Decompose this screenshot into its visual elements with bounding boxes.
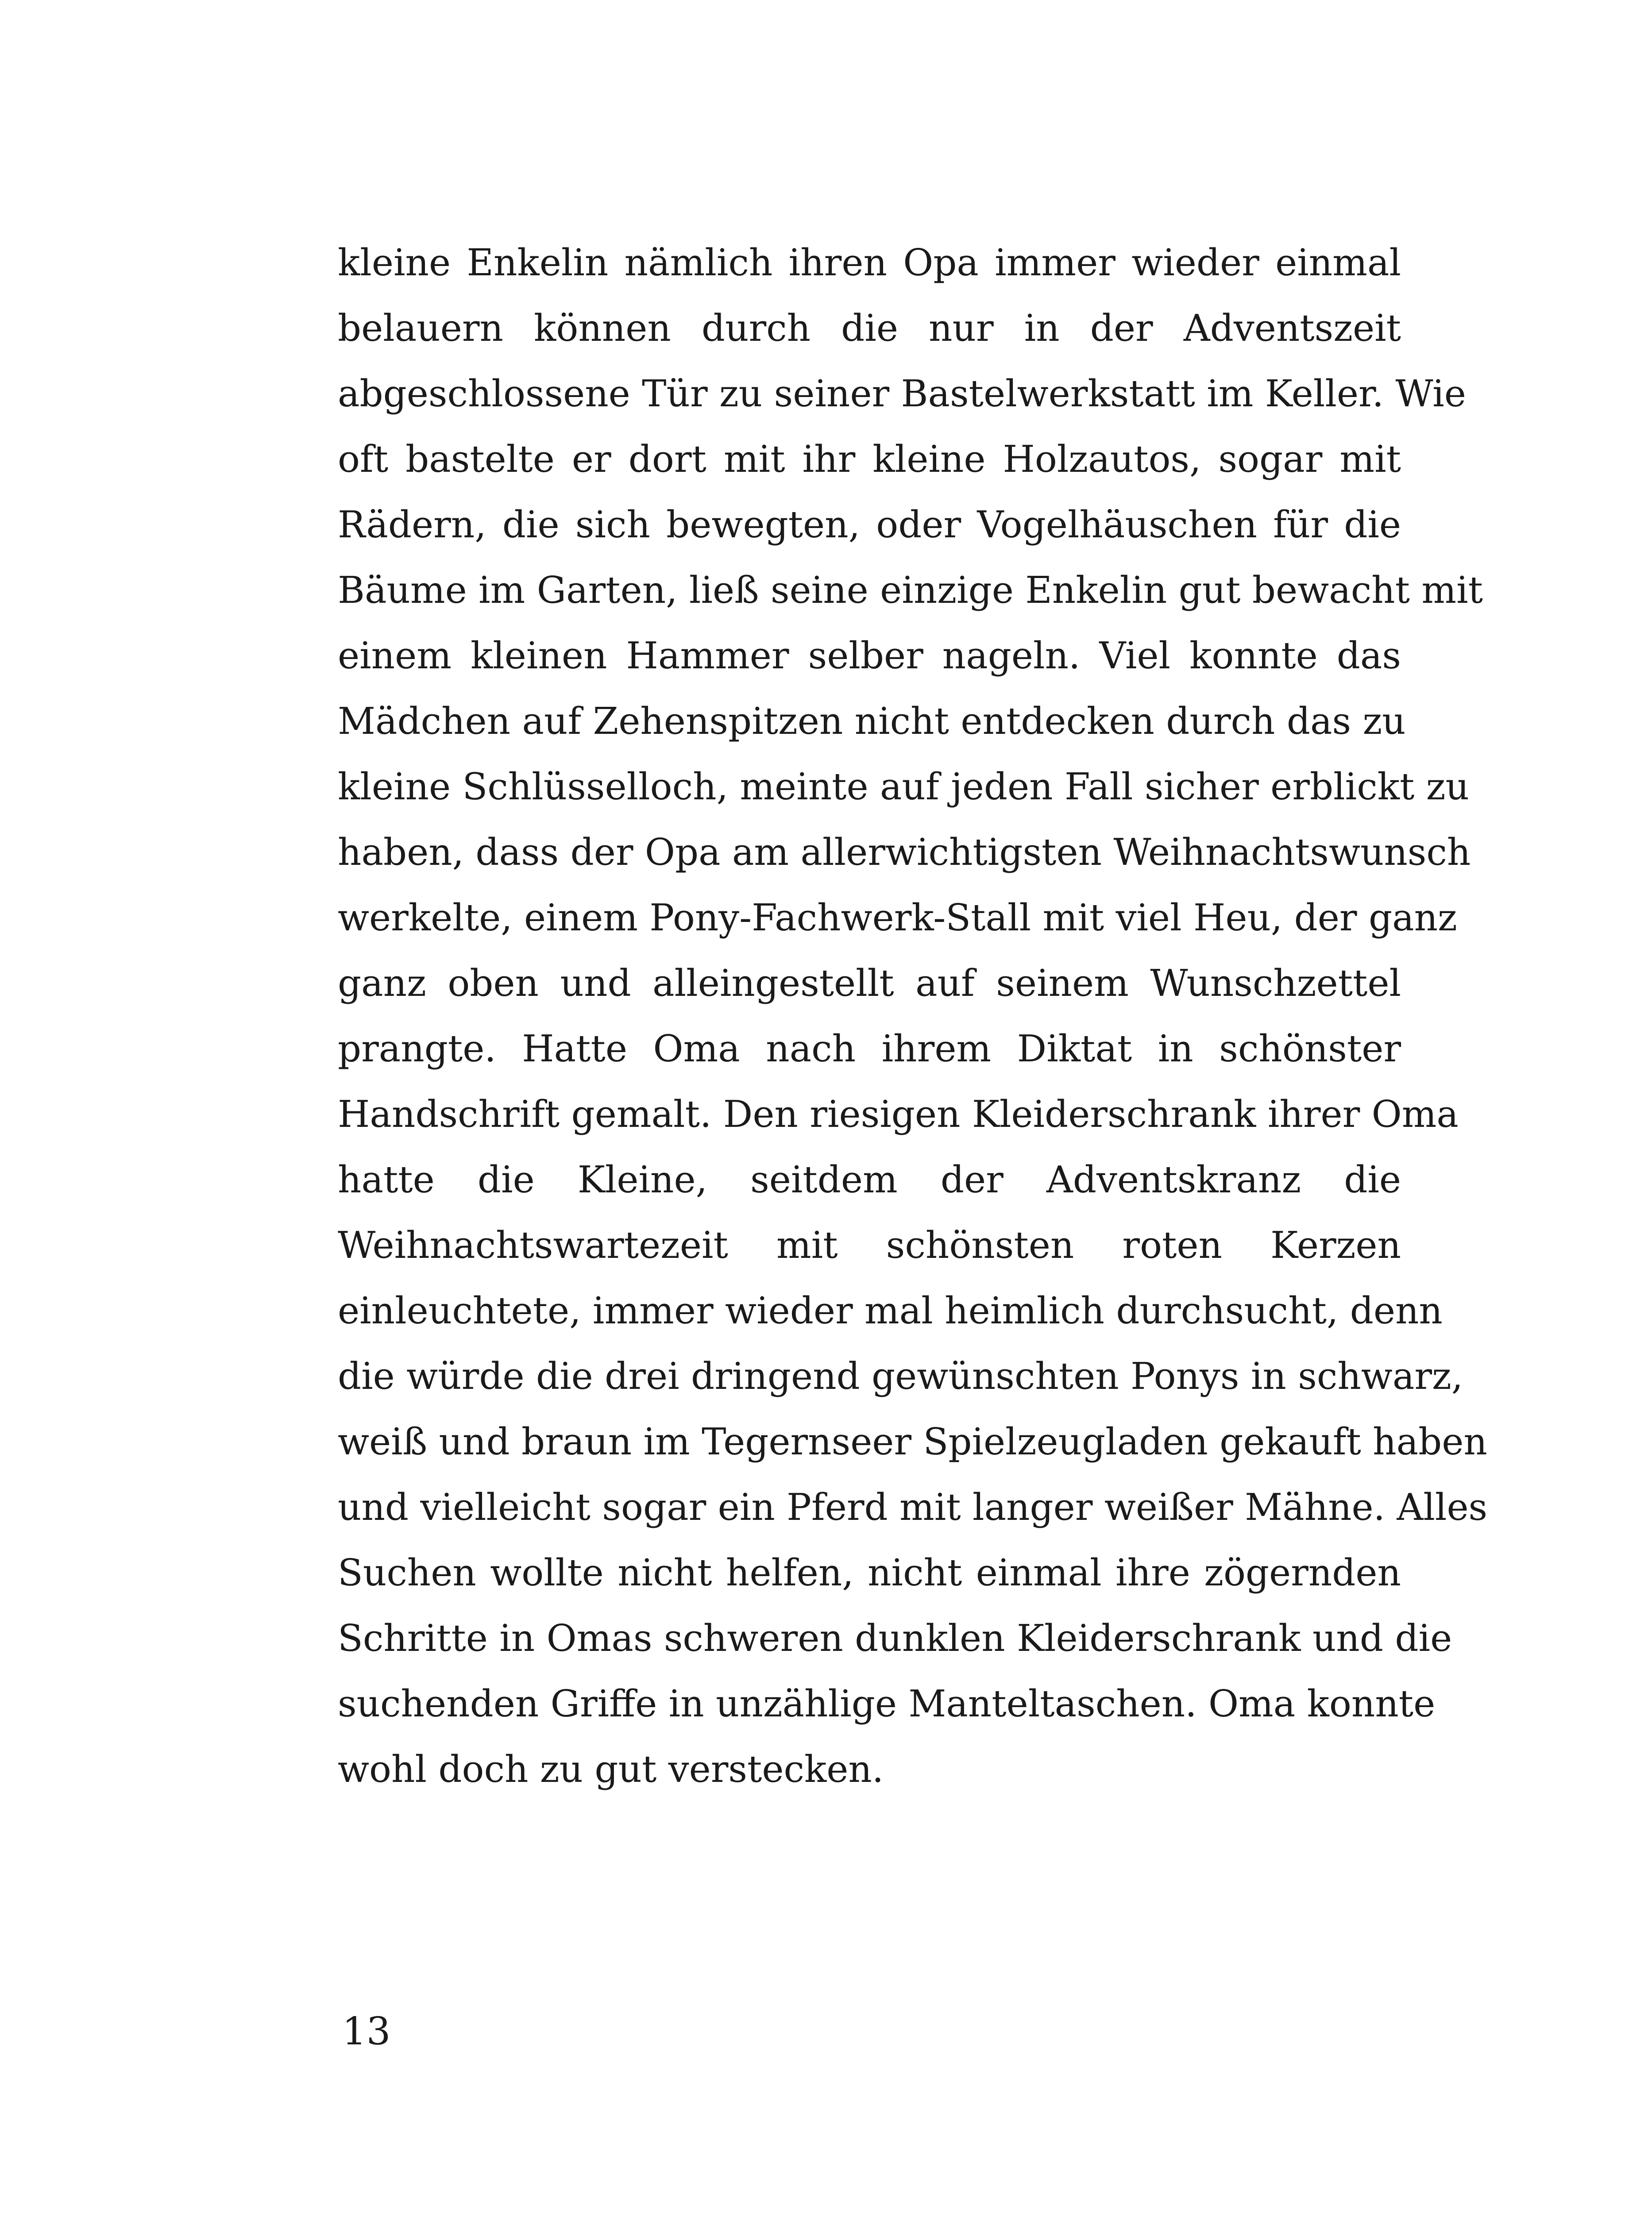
- text-line: Weihnachtswartezeit mit schönsten roten Kerzen: [338, 1224, 1401, 1267]
- page-number: 13: [342, 2009, 391, 2054]
- text-line: Handschrift gemalt. Den riesigen Kleiderschrank ihrer Oma: [338, 1093, 1459, 1136]
- text-line: hatte die Kleine, seitdem der Adventskranz die: [338, 1158, 1401, 1201]
- text-line: oft bastelte er dort mit ihr kleine Holzautos, sogar mit: [338, 438, 1401, 481]
- text-line: einem kleinen Hammer selber nageln. Viel konnte das: [338, 634, 1401, 677]
- text-line: Schritte in Omas schweren dunklen Kleiderschrank und die: [338, 1617, 1452, 1660]
- text-line: haben, dass der Opa am allerwichtigsten Weihnachtswunsch: [338, 831, 1471, 874]
- text-line: ganz oben und alleingestellt auf seinem Wunschzettel: [338, 962, 1401, 1005]
- text-line: abgeschlossene Tür zu seiner Bastelwerkstatt im Keller. Wie: [338, 372, 1466, 415]
- text-line: wohl doch zu gut verstecken.: [338, 1748, 884, 1791]
- text-line: Mädchen auf Zehenspitzen nicht entdecken durch das zu: [338, 700, 1406, 743]
- text-line: werkelte, einem Pony-Fachwerk-Stall mit viel Heu, der ganz: [338, 896, 1457, 939]
- text-line: und vielleicht sogar ein Pferd mit langer weißer Mähne. Alles: [338, 1486, 1488, 1529]
- text-line: kleine Enkelin nämlich ihren Opa immer wieder einmal: [338, 241, 1401, 284]
- text-line: Suchen wollte nicht helfen, nicht einmal ihre zögernden: [338, 1551, 1401, 1594]
- text-line: Rädern, die sich bewegten, oder Vogelhäuschen für die: [338, 503, 1401, 546]
- text-line: die würde die drei dringend gewünschten Ponys in schwarz,: [338, 1355, 1463, 1398]
- body-paragraph: [338, 230, 1488, 1802]
- text-line: prangte. Hatte Oma nach ihrem Diktat in schönster: [338, 1027, 1401, 1070]
- text-line: Bäume im Garten, ließ seine einzige Enkelin gut bewacht mit: [338, 569, 1483, 612]
- text-line: kleine Schlüsselloch, meinte auf jeden Fall sicher erblickt zu: [338, 765, 1469, 808]
- text-line: belauern können durch die nur in der Adventszeit: [338, 307, 1401, 350]
- text-line: suchenden Griffe in unzählige Manteltaschen. Oma konnte: [338, 1682, 1436, 1725]
- text-line: einleuchtete, immer wieder mal heimlich durchsucht, denn: [338, 1289, 1443, 1332]
- text-line: weiß und braun im Tegernseer Spielzeugladen gekauft haben: [338, 1420, 1487, 1463]
